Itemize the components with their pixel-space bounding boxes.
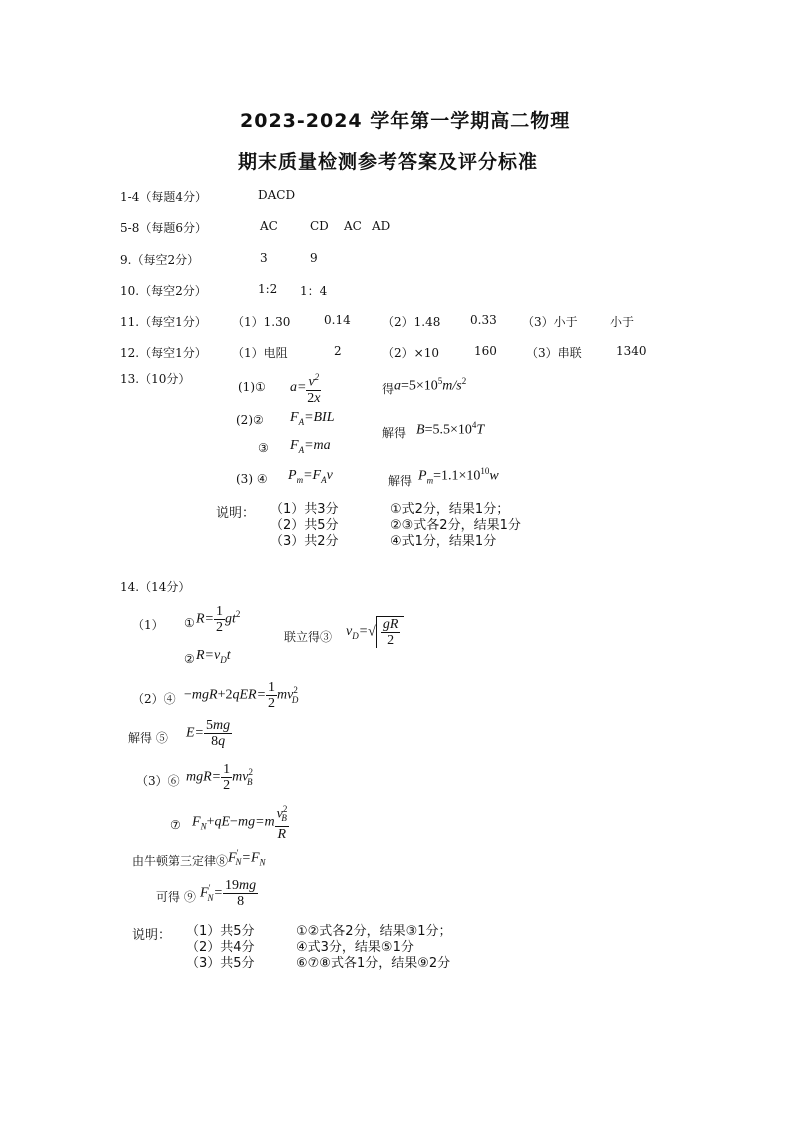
row-part-1: （1）电阻	[232, 346, 288, 360]
q13-eq-1: a= $\frac{v^2}{2x}$	[290, 372, 321, 406]
note-item: （2）共4分	[186, 940, 255, 955]
q13-eq-3: $F_A=ma$	[290, 438, 331, 455]
row-part-1: （1）1.30	[232, 315, 291, 329]
q13-result-p: $P_m=1.1\times 10^{10}w$	[418, 466, 499, 486]
row-part-6: 1340	[616, 344, 647, 358]
q13-notes-right	[390, 502, 521, 550]
row-answer-6: CD	[310, 219, 329, 233]
row-part-3: （2）×10	[382, 346, 439, 360]
q13-de: 得	[382, 382, 395, 396]
q14-result-vd: $v_D=√$ $\frac{gR}{2}$	[346, 616, 404, 648]
row-answer-5: AC	[260, 219, 278, 233]
row-answer-2: 9	[310, 251, 318, 265]
q13-note-label: 说明：	[216, 506, 256, 521]
row-part-6: 小于	[610, 315, 635, 329]
row-answer: DACD	[258, 188, 296, 202]
row-label: 10.（每空2分）	[120, 284, 207, 298]
row-part-5: （3）串联	[526, 346, 582, 360]
row-answer-8: AD	[372, 219, 391, 233]
q14-part-1: （1）	[132, 618, 164, 632]
q14-eq-6: mgR= $\frac{1}{2}$ $mv^2_B$	[186, 762, 253, 793]
q13-jiede-2: 解得	[388, 474, 413, 488]
q14-eq-7: $F_N+qE-mg=m$ $\frac{v^2_B}{R}$	[192, 804, 288, 843]
note-item: （2）共5分	[270, 518, 339, 533]
q14-label: 14.（14分）	[120, 580, 191, 594]
row-answer-7: AC	[344, 219, 362, 233]
row-part-2: 0.14	[324, 313, 351, 327]
q13-result-a: $a=5\times 10^5m/s^2$	[394, 376, 467, 394]
q14-note-label: 说明：	[132, 928, 172, 943]
note-item: （1）共3分	[270, 502, 339, 517]
q13-step-4: (3) ④	[236, 472, 268, 486]
note-item: （3）共5分	[186, 956, 255, 971]
q13-step-2: (2)②	[236, 413, 264, 427]
q13-eq-2: $F_A=BIL$	[290, 410, 335, 427]
row-part-5: （3）小于	[522, 315, 578, 329]
row-part-3: （2）1.48	[382, 315, 441, 329]
q13-step-1: (1)①	[238, 380, 266, 394]
row-label: 9.（每空2分）	[120, 253, 200, 267]
q14-notes-right	[296, 924, 452, 972]
row-part-4: 0.33	[470, 313, 497, 327]
row-part-4: 160	[474, 344, 497, 358]
title-line-1: 2023-2024 学年第一学期高二物理	[240, 110, 571, 132]
note-item: ④式3分，结果⑤1分	[296, 940, 414, 955]
q14-part-2: （2）④	[132, 692, 176, 706]
q13-step-3: ③	[258, 441, 269, 455]
note-item: ①式2分，结果1分；	[390, 502, 510, 517]
q14-eq-9: $F'_N=$ $\frac{19mg}{8}$	[200, 878, 257, 909]
q14-part-3: （3）⑥	[136, 774, 180, 788]
q14-kede: 可得 ⑨	[156, 890, 196, 904]
q14-jiede: 解得 ⑤	[128, 731, 168, 745]
q13-label: 13.（10分）	[120, 372, 191, 386]
q13-result-b: $B=5.5\times 10^4T$	[416, 420, 485, 438]
q14-lianli: 联立得③	[284, 630, 333, 644]
note-item: ②③式各2分，结果1分	[390, 518, 521, 533]
note-item: （1）共5分	[186, 924, 255, 939]
row-label: 5-8（每题6分）	[120, 221, 207, 235]
q14-circle-1: ①	[184, 616, 195, 630]
q14-niudun: 由牛顿第三定律⑧	[132, 854, 229, 868]
q13-notes-left	[270, 502, 339, 550]
row-answer-1: 1:2	[258, 282, 278, 296]
q14-eq-5: E= $\frac{5mg}{8q}$	[186, 718, 231, 749]
note-item: ④式1分，结果1分	[390, 534, 497, 549]
note-item: （3）共2分	[270, 534, 339, 549]
row-answer-2: 1：4	[300, 284, 328, 298]
q13-eq-4: $P_m=F_Av$	[288, 468, 333, 485]
q13-jiede-1: 解得	[382, 426, 407, 440]
q14-circle-2: ②	[184, 652, 195, 666]
row-label: 12.（每空1分）	[120, 346, 207, 360]
row-label: 1-4（每题4分）	[120, 190, 207, 204]
q14-eq-8: $F'_N=F_N$	[228, 848, 266, 868]
note-item: ⑥⑦⑧式各1分，结果⑨2分	[296, 956, 451, 971]
q14-eq-4: −mgR+2qER= $\frac{1}{2}$ $mv^2_D$	[184, 680, 299, 711]
q14-eq-2: $R=v_Dt$	[196, 648, 231, 665]
q14-notes-left	[186, 924, 255, 972]
row-part-2: 2	[334, 344, 342, 358]
row-answer-1: 3	[260, 251, 268, 265]
note-item: ①②式各2分，结果③1分；	[296, 924, 452, 939]
q14-circle-7: ⑦	[170, 818, 181, 832]
q14-eq-1: R= $\frac{1}{2}$ $gt^2$	[196, 604, 241, 635]
row-label: 11.（每空1分）	[120, 315, 207, 329]
title-line-2: 期末质量检测参考答案及评分标准	[238, 151, 539, 173]
